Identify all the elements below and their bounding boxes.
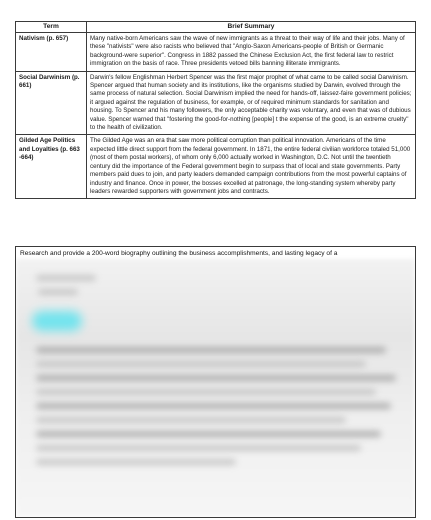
term-cell-gilded-age: Gilded Age Politics and Loyalties (p. 663 -664) (16, 135, 87, 199)
blur-overlay (16, 259, 415, 517)
terms-table (15, 21, 416, 199)
blurred-text-line (36, 275, 96, 281)
blurred-text-line (36, 459, 236, 465)
summary-cell-social-darwinism: Darwin's fellow Englishman Herbert Spencer was the first major prophet of what came to be called social Darwinism. Spencer argued that human society and its institutions, like the organisms studied by Darwin, evolved through the same process of natural selection. Social Darwinism implied the need for hands-off, laissez-faire government policies; it argued against the regulation of business, for example, or of required minimum standards for sanitation and housing. To Spencer and his many followers, the only acceptable charity was voluntary, and even that was of dubious value. Spencer warned that "fostering the good-for-nothing [people] t the expense of the good, is an extreme cruelty" to the health of civilization. (87, 71, 416, 135)
blurred-text-line (36, 347, 386, 353)
summary-cell-nativism: Many native-born Americans saw the wave of new immigrants as a threat to their way of life and their jobs. Many of these "nativists" were also racists who believed that "Anglo-Saxon Americans-people of British or Germanic background-were superior". Congress in 1882 passed the Chinese Exclusion Act, the first federal law to restrict immigration on the basis of race. Three presidents vetoed bills banning illiterate immigrants. (87, 33, 416, 72)
blurred-text-line (36, 403, 391, 409)
table-row (16, 33, 416, 72)
blurred-highlight (32, 311, 82, 331)
blurred-content (16, 259, 415, 517)
blurred-text-line (36, 431, 381, 437)
blurred-text-line (36, 375, 396, 381)
summary-cell-gilded-age: The Gilded Age was an era that saw more political corruption than political innovation. Americans of the time expected little direct support from the federal government. In 1871, the entire federal civilian workforce totaled 51,000 (most of them postal workers), of whom only 6,000 actually worked in Washington, D.C. Not until the twentieth century did the importance of the Federal government begin to surpass that of local and state governments. Party members paid dues to join, and party leaders demanded campaign contributions from the most powerful captains of industry and finance. Once in power, the bosses excelled at patronage, the long-standing system whereby party leaders rewarded supporters with government jobs and contracts. (87, 135, 416, 199)
term-column-header: Term (16, 22, 87, 33)
blurred-text-line (36, 361, 366, 367)
term-cell-nativism: Nativism (p. 657) (16, 33, 87, 72)
blurred-text-line (36, 417, 346, 423)
table-header-row (16, 22, 416, 33)
blurred-text-line (36, 389, 376, 395)
blurred-text-line (36, 445, 361, 451)
blurred-text-line (38, 289, 78, 295)
assignment-prompt: Research and provide a 200-word biography outlining the business accomplishments, and lasting legacy of a (20, 250, 338, 257)
term-cell-social-darwinism: Social Darwinism (p. 661) (16, 71, 87, 135)
table-row (16, 71, 416, 135)
table-row (16, 135, 416, 199)
summary-column-header: Brief Summary (87, 22, 416, 33)
assignment-box (15, 246, 416, 518)
